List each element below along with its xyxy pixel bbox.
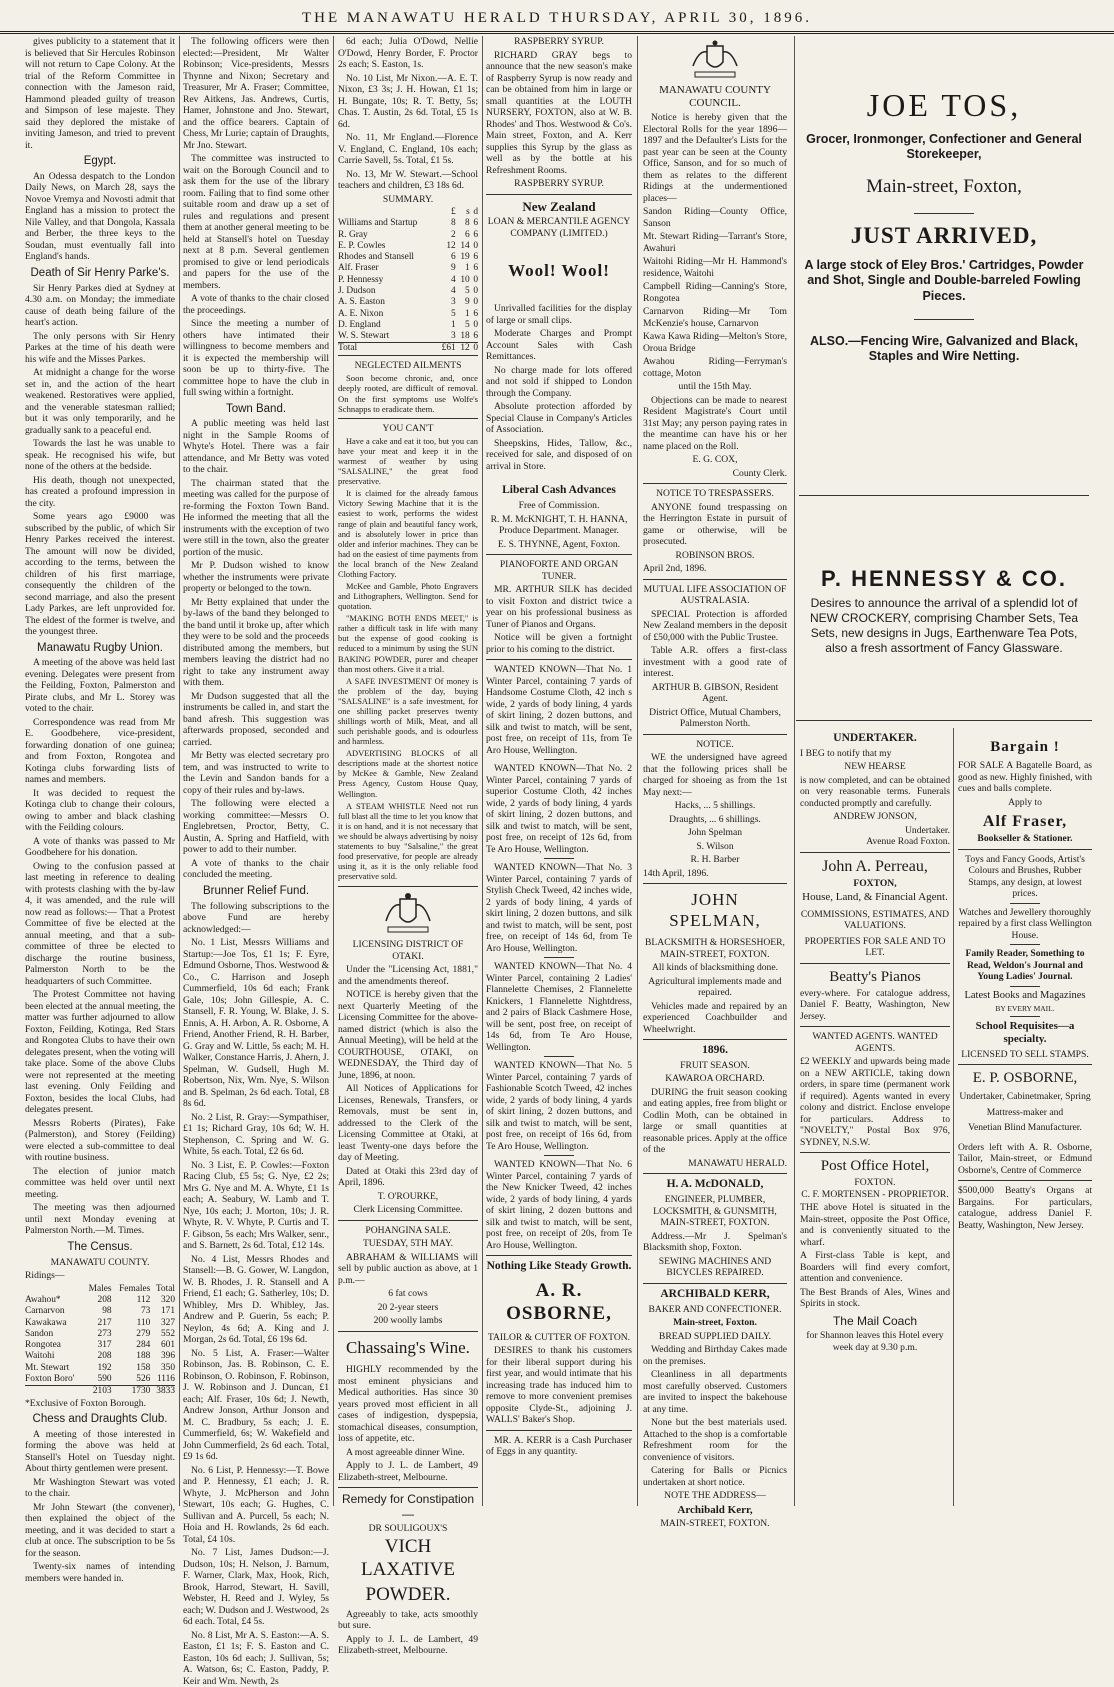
list-item: Campbell Riding—Canning's Store, Rongotea [643, 281, 787, 304]
bargain-head: Bargain ! [990, 739, 1060, 755]
table-row: Williams and Startup 8 8 6 [338, 218, 478, 229]
spelman-sub: BLACKSMITH & HORSESHOER, MAIN-STREET, FOXTON. [645, 937, 785, 960]
beatty-pianos-head: Beatty's Pianos [829, 968, 921, 985]
joe-tos-sub: Grocer, Ironmonger, Confectioner and General Storekeeper, [806, 132, 1082, 162]
paragraph: Orders left with A. R. Osborne, Tailor, Main-street, or Edmund Osborne's, Centre of Commerce [958, 1141, 1092, 1176]
joe-tos-title: JOE TOS, [866, 87, 1022, 123]
signature: E. S. THYNNE, Agent, Foxton. [497, 538, 621, 550]
paragraph: Mr Betty explained that under the by-laws of the band they belonged to the band until it broke up, after which they were to be sold and the proceeds distributed among the members, but members leaving the district had no right to take any instrument away with them. [183, 596, 329, 689]
census-ridings: Ridings— [25, 1270, 65, 1282]
signature: MANAWATU HERALD. [688, 1157, 787, 1169]
paragraph: Have a cake and eat it too, but you can have your meat and keep it in the warmest of weather by using "SALSALINE," the great food preservative. [338, 436, 478, 487]
paragraph: Twenty-six names of intending members were handed in. [25, 1561, 175, 1584]
column-4 [483, 36, 635, 1506]
fruit-year: 1896. [702, 1044, 728, 1057]
paragraph: A First-class Table is kept, and Boarders will find every comfort, attention and convenience. [800, 1250, 950, 1285]
wool-head: Wool! Wool! [508, 261, 610, 281]
census-col-header: Females [119, 1283, 151, 1294]
ailments-head: NEGLECTED AILMENTS [354, 359, 462, 371]
wanted-known-ad: WANTED KNOWN—That No. 1 Winter Parcel, containing 7 yards of Handsome Costume Cloth, 42 inch s wide, 2 yards of body lining, 4 yards of skirt lining, 2 dozen buttons, and silk and twist to match, will be sent, post free, on receipt of 11s, from Te Aro House, Wellington. [486, 664, 632, 756]
paragraph: Objections can be made to nearest Resident Magistrate's Court until 31st May; any person paying rates in the meantime can have his or her name placed on the Roll. [643, 394, 787, 452]
remedy-big-2: POWDER. [365, 1584, 451, 1606]
date: April 2nd, 1896. [643, 563, 707, 575]
census-subhead: MANAWATU COUNTY. [50, 1256, 150, 1268]
ep-osborne-sub: Mattress-maker and [986, 1106, 1064, 1118]
paragraph: None but the best materials used. Attached to the shop is a comfortable Refreshment room for the convenience of visitors. [643, 1417, 787, 1463]
table-row: Kawakawa 217 110 327 [25, 1317, 175, 1328]
list-item: Carnarvon Riding—Mr Tom McKenzie's house, Carnarvon [643, 306, 787, 329]
fruit-sub: KAWAROA ORCHARD. [665, 1073, 765, 1085]
coat-of-arms-icon [685, 40, 745, 80]
paragraph: The Protest Committee not having been elected at the annual meeting, the matter was further adjourned to allow Foxton, Feilding, Kotinga, Red Stars and Rongotea Clubs to have their own delegates present, when the voting will take place. Some of the above Clubs were not represented at the meeting last evening. Only Feilding and Foxton, besides the local Clubs, had delegates present. [25, 989, 175, 1116]
paragraph: £2 WEEKLY and upwards being made on a NEW ARTICLE, taking down orders, in spare time (permanent work if required). Agents wanted in every colony and district. Enclose envelope for particulars. Address to "NOVELTY," Postal Box 976, SYDNEY, N.S.W. [800, 1056, 950, 1148]
table-row: Mt. Stewart 192 158 350 [25, 1362, 175, 1373]
signature-title: Undertaker. [904, 824, 950, 836]
headline-chess: Chess and Draughts Club. [32, 1413, 168, 1425]
paragraph: A vote of thanks to the chair closed the proceedings. [183, 293, 329, 316]
paragraph: No. 10 List, Mr Nixon.—A. E. T. Nixon, £3 3s; J. H. Howan, £1 1s; H. Bungate, 10s; R. T. Betty, 5s; Chas. T. Austin, 2s 6d. Total, £5 1s 6d. [338, 72, 478, 130]
kerr-foot: Archibald Kerr, [677, 1503, 753, 1516]
kerr-sub: BAKER AND CONFECTIONER. [648, 1303, 782, 1315]
ep-osborne-head: E. P. OSBORNE, [972, 1070, 1078, 1087]
undertaker-head: UNDERTAKER. [833, 732, 917, 744]
paragraph: I BEG to notify that my [800, 747, 892, 759]
paragraph: The chairman stated that the meeting was called for the purpose of re-forming the Foxton Town Band. He informed the meeting that all the instruments with the exception of two were still in the town, also the greater portion of the music. [183, 477, 329, 558]
paragraph: Towards the last he was unable to speak. He recognised his wife, but none of the others at the bedside. [25, 438, 175, 473]
joe-tos-arrived: JUST ARRIVED, [850, 223, 1038, 249]
list-item: Waitohi Riding—Mr H. Hammond's residence, Waitohi [643, 256, 787, 279]
column-1 [22, 36, 178, 1584]
paragraph: The committee was instructed to wait on the Borough Council and to ask them for the use of the library room. Failing that to find some other suitable room and draw up a set of rules and regulations and present them at another general meeting to be held at Stansell's hotel on Tuesday next at 8 p.m. Several gentlemen promised to give or lend periodicals and papers for the use of the members. [183, 153, 329, 291]
column-6a [800, 728, 950, 1353]
table-row: Rongotea 317 284 601 [25, 1340, 175, 1351]
agents-head: WANTED AGENTS. WANTED AGENTS. [812, 1031, 938, 1054]
list-item: Sandon Riding—County Office, Sanson [643, 206, 787, 229]
paragraph: for Shannon leaves this Hotel every week day at 9.30 p.m. [806, 1330, 944, 1353]
paragraph: Soon become chronic, and, once deeply rooted, are difficult of removal. On the first symptoms use Wolfe's Schnapps to eradicate them. [338, 373, 478, 415]
list-item: 6 fat cows [388, 1288, 428, 1300]
paragraph: Since the meeting a number of others have intimated their willingness to become members and it is expected the membership will soon be up to thirty-five. The committee hope to have the club in full swing within a fortnight. [183, 318, 329, 398]
paragraph: No charge made for lots offered and not sold if shipped to London through the Company. [486, 364, 632, 399]
paragraph: Notice is hereby given that the Electoral Rolls for the year 1896—1897 and the Defaulter's Lists for the past year can be seen at the County Office, Sanson, and for so much of them as relates to the different Ridings at the undermentioned places— [643, 112, 787, 204]
headline-egypt: Egypt. [83, 155, 117, 167]
census-col-header: Males [88, 1283, 112, 1294]
paragraph: Latest Books and Magazines [964, 989, 1086, 1001]
paragraph: No. 2 List, R. Gray:—Sympathiser, £1 1s; Richard Gray, 10s 6d; W. H. Stephenson, C. Spring and W. G. White, 5s each. Total, £2 6s 6d. [183, 1111, 329, 1158]
paragraph: No. 6 List, P. Hennessy:—T. Bowe and P. Hennessy, £1 each; J. R. Whyte, J. McPherson and John Stewart, 10s each; G. Hughes, C. Sullivan and A. Purcell, 5s each; N. Hoia and H. Rowlands, 2s 6d each. Total, £4 10s. [183, 1464, 329, 1545]
paragraph: The election of junior match committee was held over until next meeting. [25, 1165, 175, 1200]
census-note: *Exclusive of Foxton Borough. [25, 1397, 146, 1409]
headline-brunner: Brunner Relief Fund. [202, 884, 310, 897]
growth-head: Nothing Like Steady Growth. [486, 1260, 632, 1273]
perreau-head: John A. Perreau, [822, 857, 928, 875]
paragraph: Sheepskins, Hides, Tallow, &c., received for sale, and disposed of on arrival in Store. [486, 437, 632, 472]
signature-title: County Clerk. [732, 467, 787, 479]
paragraph: A public meeting was held last night in the Sample Rooms of Whyte's Hotel. There was a fair attendance, and Mr Betty was voted to the chair. [183, 418, 329, 476]
signature: ARTHUR B. GIBSON, Resident Agent. [651, 681, 779, 705]
paragraph: ADVERTISING BLOCKS of all descriptions made at the shortest notice by McKee & Gamble, New Zealand Press Agency, Custom House Quay, Wellington. [338, 749, 478, 799]
alf-fraser-sub: Bookseller & Stationer. [977, 833, 1073, 845]
paragraph: No. 1 List, Messrs Williams and Startup:—Joe Tos, £1 1s; F. Eyre, Edmund Osborne, Thos. Westwood & Co., C. Harrison and Joseph Cummerfield, 10s 6d each; Frank Gale, 10s; John Gillespie, A. C. Stansell, F. R. Young, W. Blake, J. S. Ennis, A. H. Arbon, A. R. Osborne, A Friend, Another Friend, R. H. Barber, G. Gray and W. Little, 5s each; M. H. Walker, Constance Harris, J. Ahern, J. Spelman, W. Gudsell, Hugh M. Robertson, Nix, Wm. Nye, S. Wilson and B. Spelman, 2s 6d each. Total, £8 8s 6d. [183, 937, 329, 1110]
perreau-body: House, Land, & Financial Agent. [802, 891, 948, 904]
paragraph: Under the "Licensing Act, 1881," and the amendments thereof. [338, 964, 478, 987]
signature: R. M. McKNIGHT, T. H. HANNA, Produce Department. Manager. [490, 513, 628, 537]
paragraph: WE the undersigned have agreed that the following prices shall be charged for shoeing as from the 1st May next:— [643, 752, 787, 798]
paragraph: Absolute protection afforded by Special Clause in Company's Articles of Association. [486, 401, 632, 436]
summary-head: SUMMARY. [382, 193, 434, 205]
paragraph: ANYONE found trespassing on the Herrington Estate in pursuit of game or otherwise, will be prosecuted. [643, 501, 787, 548]
list-item: Kawa Kawa Riding—Melton's Store, Oroua Bridge [643, 331, 787, 354]
list-item: Mt. Stewart Riding—Tarrant's Store, Awahuri [643, 231, 787, 254]
paragraph: No. 8 List, Mr A. S. Easton:—A. S. Easton, £1 1s; F. S. Easton and C. Easton, 10s 6d each; J. Sullivan, 5s; A. Watson, 6s; C. Easton, Paddy, P. Keir and Wm. Newth, 2s [183, 1629, 329, 1687]
list-item: 20 2-year steers [377, 1301, 439, 1313]
signature: R. H. Barber [690, 854, 740, 866]
paragraph: Mr Dudson suggested that all the instruments be called in, and start the band afresh. This suggestion was afterwards proposed, seconded and carried. [183, 690, 329, 748]
paragraph: The following were elected a working committee:—Messrs O. Englebretsen, Proctor, Betty, C. Austin, A. Spring and Hatfield, with power to add to their number. [183, 798, 329, 856]
article-egypt: An Odessa despatch to the London Daily News, on March 28, says the Novoe Vremya and Novosti admit that England has a mission to protect the Nile Valley, and that Dongola, Kassala and Berber, the three keys to the Soudan, must eventually fall into England's hands. [25, 170, 175, 263]
paragraph: A vote of thanks to the chair concluded the meeting. [183, 857, 329, 881]
list-item: until the 15th May. [678, 381, 752, 393]
headline-parkes: Death of Sir Henry Parke's. [30, 266, 170, 279]
paragraph: Agricultural implements made and repaired. [648, 975, 782, 999]
paragraph: HIGHLY recommended by the most eminent physicians and Medical authorities. Has since 30 years proved most efficient in all cases of indigestion, dyspepsia, stomachical diseases, consumption, loss of appetite, etc. [338, 1364, 478, 1445]
joe-tos-place: Main-street, Foxton, [866, 176, 1022, 198]
masthead: THE MANAWATU HERALD THURSDAY, APRIL 30, 1896. [0, 0, 1114, 34]
list-item: Draughts, ... 6 shillings. [669, 813, 761, 825]
pohangina-date: TUESDAY, 5TH MAY. [362, 1238, 454, 1250]
paragraph: Mr John Stewart (the convener), then explained the object of the meeting, and it was decided to start a club at once. The subscription to be 5s for the season. [25, 1501, 175, 1559]
summary-total-row: Total £61 12 0 [338, 343, 478, 354]
kerr-bread: BREAD SUPPLIED DAILY. [658, 1330, 772, 1342]
address: District Office, Mutual Chambers, Palmerston North. [649, 706, 781, 730]
paragraph: Wedding and Birthday Cakes made on the premises. [643, 1344, 787, 1367]
column-3 [335, 36, 481, 1657]
paragraph: DESIRES to thank his customers for their liberal support during his first year, and would intimate that his increasing trade has induced him to remove to more convenient premises opposite Clyde-St., adjoining J. WALLS' Baker's Shop. [486, 1345, 632, 1426]
paragraph: Owing to the confusion passed at last meeting in reference to dealing with protests clashing with the by-law 4, it was amended, and the rule will now read as follows:— That a Protest Committee of five be elected at the annual meeting, and that a sub-committee of three be elected to discharge the routine business, Palmerston North to be the headquarters of such Committee. [25, 860, 175, 987]
raspberry-head: RASPBERRY SYRUP. [514, 36, 604, 47]
piano-head: PIANOFORTE AND ORGAN TUNER. [499, 559, 619, 582]
nz-loan-head: New Zealand [522, 198, 596, 214]
signature: T. O'ROURKE, [377, 1190, 439, 1202]
bargain-apply: Apply to [1008, 796, 1042, 808]
headline-census: The Census. [67, 1240, 133, 1253]
mutual-life-head: MUTUAL LIFE ASSOCIATION OF AUSTRALASIA. [643, 583, 787, 607]
wanted-known-ad: WANTED KNOWN—That No. 2 Winter Parcel, containing 7 yards of superior Costume Cloth, 42 inches wide, 2 yards of body lining, 4 yards of skirt lining, 2 dozen buttons, and silk and twist to match, will be sent, post free, on receipt of 12s 6d, from Te Aro House, Wellington. [486, 763, 632, 855]
post-office-hotel-head: Post Office Hotel, [820, 1158, 930, 1175]
summary-table: £ s d Williams and Startup 8 8 6 R. Gray 2 6 6 E. P. Cowles 12 14 0 Rhodes and Stansell 6 19 6 Alf. Fraser 9 1 6 P. Hennessy 4 10 0 J. Dudson 4 5 0 A. S. Easton 3 9 0 A. E. Nixon 5 1 6 D. England 1 5 0 W. S. Stewart 3 18 6 Total £61 12 0 [338, 207, 478, 354]
cash-advances-sub: Free of Commission. [518, 500, 600, 512]
paragraph: $500,000 Beatty's Organs at Bargains. For particulars, catalogue, address Daniel F. Beatty, Washington, New Jersey. [958, 1185, 1092, 1231]
paragraph: Toys and Fancy Goods, Artist's Colours and Brushes, Rubber Stamps, any design, at lowest prices. [965, 853, 1085, 900]
date: 14th April, 1896. [643, 867, 709, 879]
paragraph: No. 4 List, Messrs Rhodes and Stansell:—B. G. Gower, W. Langdon, W. B. Rhodes, J. R. Stansell and A Friend, £1 each; G. Satherley, 10s; D. Whibley, Mrs D. Whibley, Jas. Andrew and P. Guerin, 5s each; P. Neylon, 4s 6d; A. King and J. Morgan, 2s 6d. Total, £6 19s 6d. [183, 1253, 329, 1346]
remedy-big-1: VICH LAXATIVE [361, 1536, 455, 1581]
joe-tos-body: A large stock of Eley Bros.' Cartridges, Powder and Shot, Single and Double-barreled Fowling Pieces. [804, 257, 1084, 304]
paragraph: Cleanliness in all departments most carefully observed. Customers are invited to inspect the bakehouse at any time. [643, 1369, 787, 1415]
hennessy-title: P. HENNESSY & CO. [821, 565, 1067, 591]
osborne-head: A. R. OSBORNE, [506, 1280, 612, 1324]
paragraph: NOTICE is hereby given that the next Quarterly Meeting of the Licensing Committee for the above-named district (which is also the Annual Meeting), will be held at the COURTHOUSE, OTAKI, on WEDNESDAY, the Third day of June, 1896, at noon. [338, 989, 478, 1081]
table-row: W. S. Stewart 3 18 6 [338, 331, 478, 342]
paragraph: McKee and Gamble, Photo Engravers and Lithographers, Wellington. Send for quotation. [338, 582, 478, 612]
signature: ANDREW JONSON, [833, 811, 917, 823]
mcdonald-head: H. A. McDONALD, [666, 1178, 764, 1191]
table-row: Rhodes and Stansell 6 19 6 [338, 252, 478, 263]
table-row: Waitohi 208 188 396 [25, 1351, 175, 1362]
table-row: Awahou* 208 112 320 [25, 1294, 175, 1305]
paragraph: Table A.R. offers a first-class investment with a good rate of interest. [643, 645, 787, 680]
list-item: Awahou Riding—Ferryman's cottage, Moton [643, 356, 787, 379]
paragraph: Sir Henry Parkes died at Sydney at 4.30 a.m. on Monday; the immediate cause of death being failure of the heart's action. [25, 282, 175, 329]
table-row: E. P. Cowles 12 14 0 [338, 240, 478, 251]
column-6-top [796, 36, 1092, 726]
paragraph: A meeting of those interested in forming the above was held at Stansell's Hotel on Tuesday night. About thirty gentlemen were present. [25, 1428, 175, 1475]
paragraph: At midnight a change for the worse set in, and the action of the heart weakened. Restoratives were applied, and the venerable statesman rallied; but it was only temporarily, and he gradually sank to a peaceful end. [25, 367, 175, 436]
paragraph: is now completed, and can be obtained on very reasonable terms. Funerals conducted promptly and carefully. [800, 774, 950, 809]
paragraph: A meeting of the above was held last evening. Delegates were present from the Feilding, Foxton, Palmerston and Pirate clubs, and Mr L. Storey was voted to the chair. [25, 657, 175, 715]
cash-advances-head: Liberal Cash Advances [502, 484, 616, 497]
table-row: R. Gray 2 6 6 [338, 229, 478, 240]
paragraph: Family Reader, Something to Read, Weldon's Journal and Young Ladies' Journal. [965, 948, 1085, 983]
remedy-sub: DR SOULIGOUX'S [368, 1522, 448, 1534]
wanted-known-ad: WANTED KNOWN—That No. 6 Winter Parcel, containing 7 yards of the New Knicker Tweed, 42 inches wide, 2 yards of body lining, 4 yards of skirt lining, 2 dozen buttons and silk and twist to match, will be sent, post free, on receipt of 20s, from Te Aro House, Wellington. [486, 1159, 632, 1251]
paragraph: Apply to J. L. de Lambert, 49 Elizabeth-street, Melbourne. [338, 1460, 478, 1483]
paragraph: RICHARD GRAY begs to announce that the new season's make of Raspberry Syrup is now ready and can be obtained from him in large or small quantities at the LOUTH NURSERY, FOXTON, also at W. B. Rhodes' and Thos. Westwood & Co's. Main street, Foxton, and A. Kerr supplies this Syrup by the glass as well as by the bottle at his Refreshment Rooms. [486, 49, 632, 176]
wanted-known-ad: WANTED KNOWN—That No. 4 Winter Parcel, containing 2 Ladies' Flannelette Chemises, 2 Flannelette Knickers, 1 Flannelette Nightdress, and 2 pairs of Black Cashmere Hose, will be sent, post free, on receipt of 14s 6d, from Te Aro House, Wellington. [486, 961, 632, 1053]
table-row: Sandon 273 279 552 [25, 1328, 175, 1339]
perreau-commissions: COMMISSIONS, ESTIMATES, AND VALUATIONS. [800, 908, 950, 932]
paragraph: Unrivalled facilities for the display of large or small clips. [486, 303, 632, 326]
paragraph: "MAKING BOTH ENDS MEET," is rather a difficult task in life with many but the expense of good cooking is reduced to a minimum by using the SUN BAKING POWDER, purer and cheaper than most others. Give it a trial. [338, 614, 478, 674]
paragraph: It was decided to request the Kotinga club to change their colours, owing to amber and black clashing with the Feilding colours. [25, 787, 175, 834]
address: Avenue Road Foxton. [866, 836, 950, 848]
joe-tos-also: ALSO.—Fencing Wire, Galvanized and Black, Staples and Wire Netting. [809, 333, 1078, 364]
osborne-sub: TAILOR & CUTTER OF FOXTON. [487, 1331, 631, 1343]
signature: John Spelman [687, 827, 743, 839]
pohangina-head: POHANGINA SALE. [365, 1224, 451, 1236]
wanted-known-ad: WANTED KNOWN—That No. 5 Winter Parcel, containing 7 yards of Fashionable Scotch Tweed, 42 inches wide, 2 yards of body lining, 4 yards of skirt lining, 2 dozen buttons, and silk and twist to match, will be sent, post free, on receipt of 16s 6d, from Te Aro House, Wellington. [486, 1060, 632, 1152]
paragraph: All Notices of Applications for Licenses, Renewals, Transfers, or Removals, must be sent in, addressed to the Clerk of the Licensing Committee at Otaki, at least Twenty-one days before the day of Meeting. [338, 1083, 478, 1164]
paragraph: No. 13, Mr W. Stewart.—School teachers and children, £3 18s 6d. [338, 168, 478, 191]
table-row: Foxton Boro' 590 526 1116 [25, 1373, 175, 1384]
table-row: Carnarvon 98 73 171 [25, 1306, 175, 1317]
paragraph: All kinds of blacksmithing done. [651, 962, 779, 974]
headline-rugby: Manawatu Rugby Union. [37, 641, 163, 654]
paragraph: Some years ago £9000 was subscribed by the public, of which Sir Henry Parkes received the interest. The amount will now be divided, according to the terms, between the children of his first marriage, consequently the children of the second marriage, and also the present Lady Parkes, are left unprovided for. The eldest of the former is twelve, and the youngest three. [25, 511, 175, 638]
paragraph: Address.—Mr J. Spelman's Blacksmith shop, Foxton. [643, 1230, 787, 1254]
post-office-hotel-sub: FOXTON. [854, 1177, 896, 1189]
column-5 [640, 36, 790, 1529]
table-row: J. Dudson 4 5 0 [338, 285, 478, 296]
table-row: A. S. Easton 3 9 0 [338, 297, 478, 308]
paragraph: The following officers were then elected:—President, Mr Walter Robinson; Vice-presidents, Messrs Thynne and Nixon; Secretary and Treasurer, Mr A. Fraser; Committee, Rev Aitkens, Jas. Andrews, Curtis, Hamer, Johnstone and Jno. Stewart, and the office bearers. Captain of Chess, Mr Lurie; captain of Draughts, Mr Jno. Stewart. [183, 36, 329, 151]
paragraph: Messrs Roberts (Pirates), Fake (Palmerston), and Storey (Feilding) were elected a sub-committee to deal with routine business. [25, 1117, 175, 1164]
signature: E. G. COX, [692, 454, 738, 466]
paragraph: Catering for Balls or Picnics undertaken at short notice. [643, 1465, 787, 1488]
paragraph: LICENSED TO SELL STAMPS. [961, 1048, 1089, 1060]
table-row: P. Hennessy 4 10 0 [338, 274, 478, 285]
column-2 [180, 36, 332, 1687]
trespassers-head: NOTICE TO TRESPASSERS. [656, 488, 774, 500]
paragraph: FOR SALE A Bagatelle Board, as good as new. Highly finished, with cues and balls complete. [958, 760, 1092, 794]
ep-osborne-sub: Venetian Blind Manufacturer. [968, 1122, 1082, 1134]
perreau-sub: FOXTON, [853, 877, 897, 889]
census-col-header: Total [155, 1283, 175, 1294]
table-row: Alf. Fraser 9 1 6 [338, 263, 478, 274]
paragraph: A vote of thanks was passed to Mr Goodbehere for his donation. [25, 835, 175, 859]
paragraph: A SAFE INVESTMENT Of money is the problem of the day, buying "SALSALINE" is a safe investment, for one shilling packet preserves twenty shillings worth of Milk, Meat, and all such perishable goods, and is odourless and harmless. [338, 676, 478, 747]
paragraph: No. 7 List, James Dudson:—J. Dudson, 10s; H. Nelson, J. Barnum, F. Warner, Clark, Max, Hook, Rich, Brook, Harrod, Stewart, H. Savill, Webster, H. Reed and J. Wyley, 5s each; W. Dudson and J. Westwood, 2s 6d each. Total, £4 5s. [183, 1547, 329, 1628]
list-item: 200 woolly lambs [373, 1315, 443, 1327]
paragraph: The Best Brands of Ales, Wines and Spirits in stock. [800, 1286, 950, 1310]
paragraph: MR. A. KERR is a Cash Purchaser of Eggs in any quantity. [486, 1434, 632, 1458]
paragraph: The following subscriptions to the above Fund are hereby acknowledged:— [183, 900, 329, 935]
kerr-head: ARCHIBALD KERR, [660, 1287, 770, 1300]
hearse-label: NEW HEARSE [844, 761, 906, 773]
paragraph: MR. ARTHUR SILK has decided to visit Foxton and district twice a year on his professional business as Tuner of Pianos and Organs. [486, 584, 632, 630]
paragraph: Correspondence was read from Mr E. Goodbehere, vice-president, forwarding donation of one guinea; and from Foxton, Rongotea and Kotinga clubs forwarding lists of names and members. [25, 716, 175, 786]
kerr-street: Main-street, Foxton. [673, 1317, 757, 1329]
wine-head: Chassaing's Wine. [346, 1337, 470, 1357]
cant-head: YOU CAN'T [382, 423, 434, 435]
paragraph: ABRAHAM & WILLIAMS will sell by public auction as above, at 1 p.m.— [338, 1251, 478, 1286]
signature-title: Clerk Licensing Committee. [353, 1204, 463, 1216]
mail-coach-head: The Mail Coach [832, 1313, 918, 1328]
paragraph: Mr Betty was elected secretary pro tem, and was instructed to write to the Levin and Sandon bands for a copy of their rules and by-laws. [183, 750, 329, 796]
paragraph: Mr Washington Stewart was voted to the chair. [25, 1476, 175, 1500]
kerr-foot-street: MAIN-STREET, FOXTON. [660, 1517, 770, 1529]
paragraph: Apply to J. L. de Lambert, 49 Elizabeth-street, Melbourne. [338, 1633, 478, 1657]
hennessy-body: Desires to announce the arrival of a splendid lot of NEW CROCKERY, comprising Chamber Sets, Tea Sets, new designs in Jugs, Earthenware Tea Pots, also a fresh assortment of Fancy Glassware. [809, 596, 1079, 656]
paragraph: SPECIAL Protection is afforded New Zealand members in the deposit of £50,000 with the Public Trustee. [643, 608, 787, 643]
kerr-address-label: NOTE THE ADDRESS— [664, 1490, 766, 1502]
table-row: D. England 1 5 0 [338, 319, 478, 330]
paragraph: DURING the fruit season cooking and eating apples, free from blight or Codlin Moth, can be obtained in large or small quantities at reasonable prices. Apply at the office of the [643, 1086, 787, 1156]
spelman-head: JOHN SPELMAN, [669, 890, 761, 930]
paragraph: 6d each; Julia O'Dowd, Nellie O'Dowd, Henry Border, F. Proctor 2s each; S. Easton, 1s. [338, 36, 478, 70]
paragraph: BY EVERY MAIL. [995, 1004, 1055, 1014]
paragraph: The meeting was then adjourned until next Monday evening at Palmerston North.—M. Times. [25, 1202, 175, 1237]
mcdonald-foot: SEWING MACHINES AND BICYCLES REPAIRED. [658, 1255, 772, 1279]
signature: ROBINSON BROS. [675, 549, 755, 561]
paragraph: Agreeably to take, acts smoothly but sure. [338, 1608, 478, 1632]
paragraph: School Requisites—a specialty. [975, 1020, 1075, 1046]
alf-fraser-head: Alf Fraser, [982, 813, 1068, 830]
raspberry-foot: RASPBERRY SYRUP. [514, 178, 604, 189]
census-table [25, 1284, 175, 1398]
nz-loan-sub: LOAN & MERCANTILE AGENCY COMPANY (LIMITED.) [487, 216, 631, 239]
paragraph: THE above Hotel is situated in the Main-street, opposite the Post Office, and is conveniently situated to the wharf. [800, 1202, 950, 1248]
paragraph: No. 11, Mr England.—Florence V. England, C. England, 10s each; Carrie Savell, 5s. Total, £1 5s. [338, 132, 478, 166]
list-item: Hacks, ... 5 shillings. [674, 800, 756, 812]
paragraph: Notice will be given a fortnight prior to his coming to the district. [486, 632, 632, 655]
headline-town-band: Town Band. [225, 402, 287, 415]
fruit-head: FRUIT SEASON. [680, 1059, 750, 1071]
remedy-head: Remedy for Constipation— [341, 1492, 475, 1521]
paragraph: No. 3 List, E. P. Cowles:—Foxton Racing Club, £5 5s; G. Nye, £2 2s; Mrs G. Nye and M. A. Whyte, £1 1s each; A. Seabury, W. Lamb and T. Nye, 10s each; J. Morton, 10s; J. R. Whyte, R. V. Whyte, P. Curtis and T. F. Gibson, 5s each; Mrs Walker, senr., and S. Barnett, 2s 6d. Total, £12 14s. [183, 1159, 329, 1252]
notice-head: NOTICE. [696, 738, 734, 750]
paragraph: Mr P. Dudson wished to know whether the instruments were private property or belonged to the town. [183, 560, 329, 595]
wanted-known-ad: WANTED KNOWN—That No. 3 Winter Parcel, containing 7 yards of Stylish Check Tweed, 42 inches wide, 2 yards of body lining, 4 yards of skirt lining, 2 dozen buttons, and silk and twist to match, will be sent, post free, on receipt of 14s 6d, from Te Aro House, Wellington. [486, 862, 632, 954]
signature: S. Wilson [696, 840, 734, 852]
paragraph: The only persons with Sir Henry Parkes at the time of his death were his wife and the Misses Parkes. [25, 330, 175, 365]
paragraph: A STEAM WHISTLE Need not run full blast all the time to let you know that it is on hand, and it is not necessary that we should be always advertising by noisy statements to buy "Salsaline," the great food preservative, for people are already using it, as it is the only reliable food preservative sold. [338, 801, 478, 882]
perreau-properties: PROPERTIES FOR SALE AND TO LET. [804, 935, 946, 959]
coat-of-arms-icon [378, 891, 438, 935]
paragraph: No. 5 List, A. Fraser:—Walter Robinson, Jas. B. Robinson, C. E. Robinson, O. Robinson, F. Robinson, J. W. Robinson and J. Duncan, £1 each; Alf. Fraser, 10s 6d; J. Newth, Andrew Jonson, Arthur Jonson and M. C. Bradbury, 5s each; J. E. Cummerfield, 6s; W. Wakefield and John Cummerfield, 2s 6d each. Total, £9 1s 6d. [183, 1347, 329, 1463]
article-intro: gives publicity to a statement that it is believed that Sir Hercules Robinson will not return to Cape Colony. At the trial of the Reform Committee in connection with the Jameson raid, Hammond pleaded guilty of treason and Simpson of lese majeste. They said they deplored the mistake of inviting Jameson, and tried to prevent it. [25, 36, 175, 151]
paragraph: Watches and Jewellery thoroughly repaired by a first class Wellington House. [958, 906, 1092, 941]
ep-osborne-sub: Undertaker, Cabinetmaker, Spring [959, 1091, 1091, 1103]
paragraph: His death, though not unexpected, has created a profound impression in the city. [25, 474, 175, 509]
council-head: MANAWATU COUNTY COUNCIL. [659, 84, 771, 110]
licensing-head: LICENSING DISTRICT OF OTAKI. [352, 939, 464, 962]
paragraph: Vehicles made and repaired by an experienced Coachbuilder and Wheelwright. [643, 1000, 787, 1035]
table-row: A. E. Nixon 5 1 6 [338, 308, 478, 319]
paragraph: A most agreeable dinner Wine. [346, 1446, 465, 1458]
paragraph: It is claimed for the already famous Victory Sewing Machine that it is the easiest to work, performs the widest range of plain and beautiful fancy work, and is absolutely lower in price than older and inferior machines. They can be had on the easiest of time payments from the local branch of the New Zealand Clothing Factory. [338, 489, 478, 579]
column-6b [958, 728, 1092, 1233]
census-total-row: 2103 1730 3833 [25, 1386, 175, 1398]
mcdonald-sub: ENGINEER, PLUMBER, LOCKSMITH, & GUNSMITH, MAIN-STREET, FOXTON. [653, 1194, 777, 1229]
paragraph: every-where. For catalogue address, Daniel F. Beatty, Washington, New Jersey. [800, 987, 950, 1022]
post-office-hotel-proprietor: C. F. MORTENSEN - PROPRIETOR. [801, 1188, 949, 1200]
paragraph: Moderate Charges and Prompt Account Sales with Cash Remittances. [486, 328, 632, 363]
paragraph: Dated at Otaki this 23rd day of April, 1896. [338, 1165, 478, 1189]
